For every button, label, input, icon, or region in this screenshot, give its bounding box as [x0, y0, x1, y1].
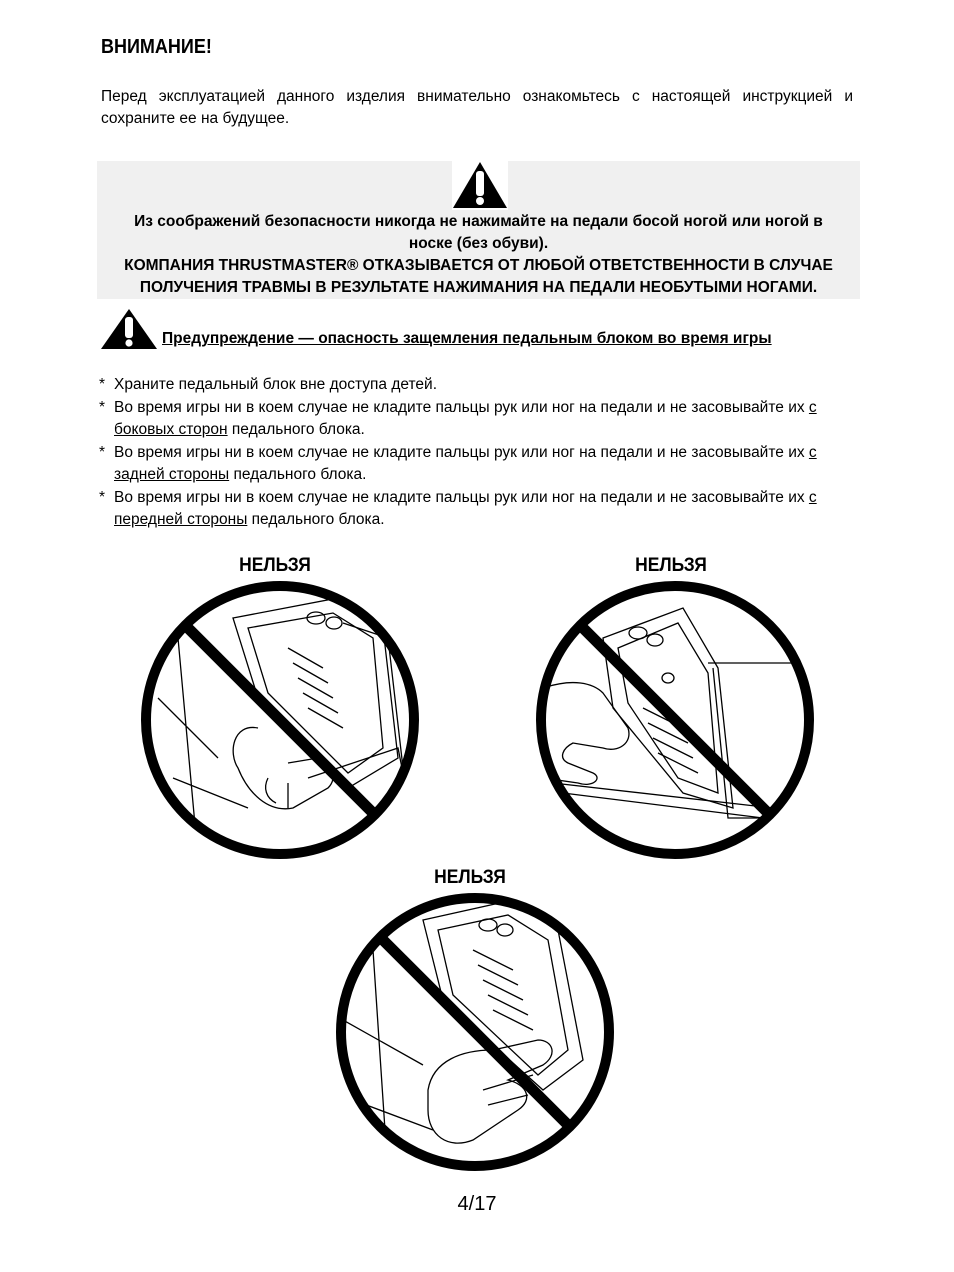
- prohibition-figure-side: [138, 578, 422, 862]
- pinch-warning-heading: Предупреждение — опасность защемления педальным блоком во время игры: [162, 330, 772, 347]
- prohibition-figure-front: [333, 890, 617, 1174]
- safety-bullet-list: [99, 374, 844, 532]
- bullet-marker: *: [99, 398, 106, 416]
- bullet-text: Во время игры ни в коем случае не кладите пальцы рук или ног на педали и не засовывайте их: [114, 488, 809, 506]
- bullet-text: Во время игры ни в коем случае не кладите пальцы рук или ног на педали и не засовывайте их: [114, 443, 809, 461]
- warning-triangle-icon: [100, 308, 158, 350]
- prohibition-slash: [381, 938, 569, 1126]
- figure-label-back: НЕЛЬЗЯ: [635, 555, 707, 576]
- safety-warning-line1: Из соображений безопасности никогда не нажимайте на педали босой ногой или ногой в носке (без обуви).: [134, 213, 823, 252]
- bullet-text: Храните педальный блок вне доступа детей.: [114, 376, 438, 393]
- bullet-text-end: педального блока.: [227, 421, 365, 438]
- page-number: 4/17: [457, 1193, 497, 1215]
- list-item: [99, 374, 844, 397]
- list-item: [99, 487, 844, 532]
- list-item: [99, 397, 844, 442]
- bullet-text: Во время игры ни в коем случае не кладите пальцы рук или ног на педали и не засовывайте их: [114, 398, 809, 416]
- bullet-marker: *: [99, 488, 106, 506]
- prohibition-slash: [581, 626, 769, 814]
- bullet-marker: *: [99, 376, 106, 393]
- warning-triangle-icon: [452, 161, 508, 209]
- figure-label-side: НЕЛЬЗЯ: [239, 555, 311, 576]
- bullet-emphasis: с передней стороны: [114, 488, 817, 528]
- prohibition-slash: [186, 626, 374, 814]
- intro-paragraph: Перед эксплуатацией данного изделия внимательно ознакомьтесь с настоящей инструкцией и сохраните ее на будущее.: [101, 88, 853, 127]
- bullet-text-end: педального блока.: [229, 466, 367, 483]
- figure-label-front: НЕЛЬЗЯ: [434, 867, 506, 888]
- bullet-text-end: педального блока.: [247, 511, 385, 528]
- safety-warning-box: [97, 161, 860, 299]
- bullet-emphasis: с боковых сторон: [114, 398, 817, 438]
- list-item: [99, 442, 844, 487]
- safety-warning-disclaimer: КОМПАНИЯ THRUSTMASTER® ОТКАЗЫВАЕТСЯ ОТ ЛЮБОЙ ОТВЕТСТВЕННОСТИ В СЛУЧАЕ ПОЛУЧЕНИЯ ТРАВМЫ В РЕЗУЛЬТАТЕ НАЖИМАНИЯ НА ПЕДАЛИ НЕОБУТЫМИ НОГАМИ.: [124, 257, 833, 296]
- prohibition-figure-back: [533, 578, 817, 862]
- page-title: ВНИМАНИЕ!: [101, 36, 212, 58]
- bullet-marker: *: [99, 443, 106, 461]
- bullet-emphasis: с задней стороны: [114, 443, 817, 483]
